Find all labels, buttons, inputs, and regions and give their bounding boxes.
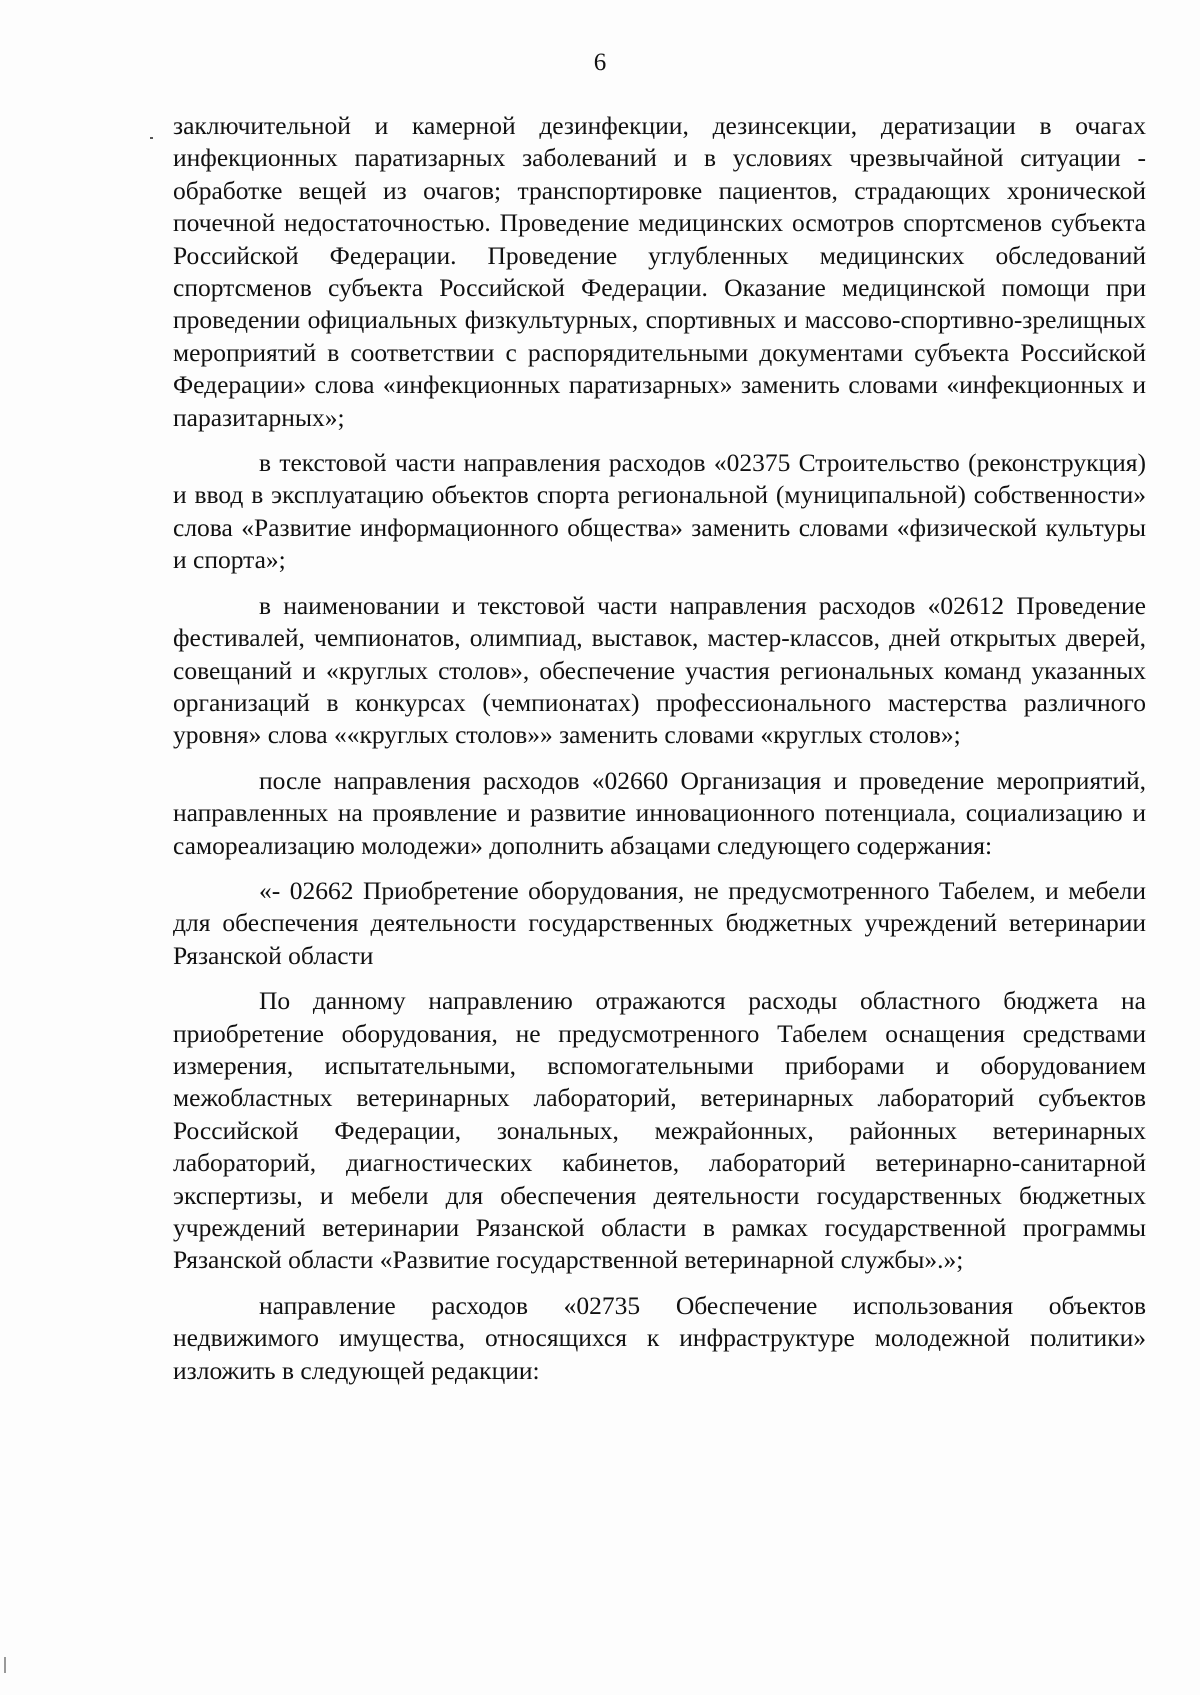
scan-mark bbox=[150, 137, 153, 139]
scan-mark bbox=[4, 1657, 6, 1673]
document-body bbox=[173, 110, 1146, 1400]
paragraph-amendment-02660: после направления расходов «02660 Организация и проведение мероприятий, направленных на проявление и развитие инновационного потенциала, социализацию и самореализацию молодежи» дополнить абзацами следующего содержания: bbox=[173, 765, 1146, 860]
paragraph-amendment-02735: направление расходов «02735 Обеспечение использования объектов недвижимого имущества, относящихся к инфраструктуре молодежной политики» изложить в следующей редакции: bbox=[173, 1290, 1146, 1385]
paragraph-amendment-02612: в наименовании и текстовой части направления расходов «02612 Проведение фестивалей, чемпионатов, олимпиад, выставок, мастер-классов, дней открытых дверей, совещаний и «круглых столов», обеспечение участия региональных команд указанных организаций в конкурсах (чемпионатах) профессионального мастерства различного уровня» слова ««круглых столов»» заменить словами «круглых столов»; bbox=[173, 590, 1146, 750]
paragraph-amendment-02375: в текстовой части направления расходов «02375 Строительство (реконструкция) и ввод в эксплуатацию объектов спорта региональной (муниципальной) собственности» слова «Развитие информационного общества» заменить словами «физической культуры и спорта»; bbox=[173, 448, 1146, 575]
paragraph-item-02662-title: «- 02662 Приобретение оборудования, не предусмотренного Табелем, и мебели для обеспечения деятельности государственных бюджетных учреждений ветеринарии Рязанской области bbox=[173, 875, 1146, 970]
page-number: 6 bbox=[593, 49, 607, 76]
paragraph-item-02662-description: По данному направлению отражаются расходы областного бюджета на приобретение оборудования, не предусмотренного Табелем оснащения средствами измерения, испытательными, вспомогательными приборами и оборудованием межобластных ветеринарных лабораторий, ветеринарных лабораторий субъектов Российской Федерации, зональных, межрайонных, районных ветеринарных лабораторий, диагностических кабинетов, лабораторий ветеринарно-санитарной экспертизы, и мебели для обеспечения деятельности государственных бюджетных учреждений ветеринарии Рязанской области в рамках государственной программы Рязанской области «Развитие государственной ветеринарной службы».»; bbox=[173, 986, 1146, 1275]
paragraph-amendment-infection: заключительной и камерной дезинфекции, дезинсекции, дератизации в очагах инфекционных паратизарных заболеваний и в условиях чрезвычайной ситуации - обработке вещей из очагов; транспортировке пациентов, страдающих хронической почечной недостаточностью. Проведение медицинских осмотров спортсменов субъекта Российской Федерации. Проведение углубленных медицинских обследований спортсменов субъекта Российской Федерации. Оказание медицинской помощи при проведении официальных физкультурных, спортивных и массово-спортивно-зрелищных мероприятий в соответствии с распорядительными документами субъекта Российской Федерации» слова «инфекционных паратизарных» заменить словами «инфекционных и паразитарных»; bbox=[173, 111, 1146, 432]
